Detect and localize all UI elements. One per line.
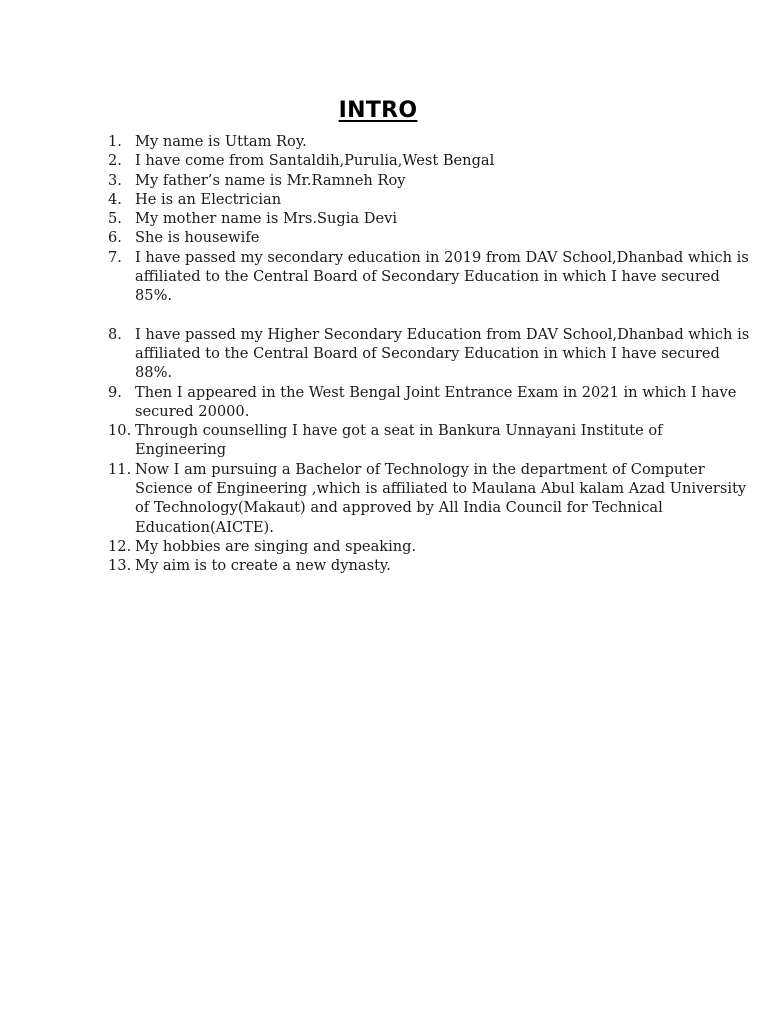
list-item-text: My father’s name is Mr.Ramneh Roy <box>135 171 406 189</box>
list-item-text: My name is Uttam Roy. <box>135 133 307 150</box>
list-item-number: 10. <box>108 422 132 440</box>
list-item-text: I have passed my secondary education in 2019 from DAV School,Dhanbad which is affiliated to the Central Board of Secondary Education in which I have secured 85%. <box>135 248 749 305</box>
list-item <box>0 151 750 170</box>
list-item-number: 6. <box>108 229 122 247</box>
list-item-number: 2. <box>108 152 122 170</box>
list-item <box>0 556 750 575</box>
list-item <box>0 190 750 209</box>
list-item-text: She is housewife <box>135 229 260 247</box>
list-item-number: 1. <box>108 133 122 150</box>
page-title <box>0 96 756 126</box>
list-item-text: Now I am pursuing a Bachelor of Technology in the department of Computer Science of Engineering ,which is affiliated to Maulana Abul kalam Azad University of Technology(Makaut) and approved by All India Council for Technical Education(AICTE). <box>135 460 747 536</box>
list-item-number: 4. <box>108 190 122 208</box>
list-item-text: I have passed my Higher Secondary Education from DAV School,Dhanbad which is affiliated to the Central Board of Secondary Education in which I have secured 88%. <box>135 325 750 382</box>
list-item-number: 11. <box>108 460 132 478</box>
list-item-text: My hobbies are singing and speaking. <box>135 537 417 555</box>
list-item <box>0 132 750 151</box>
list-item <box>0 228 750 247</box>
list-item-number: 13. <box>108 557 132 575</box>
list-item-text: My aim is to create a new dynasty. <box>135 557 391 575</box>
list-item-text: I have come from Santaldih,Purulia,West Bengal <box>135 152 495 170</box>
list-item <box>0 248 750 306</box>
list-item-number: 7. <box>108 248 122 266</box>
list-item-number: 5. <box>108 210 122 228</box>
list-item <box>0 460 750 537</box>
intro-list <box>0 132 768 576</box>
list-item-text: Then I appeared in the West Bengal Joint Entrance Exam in 2021 in which I have secured 20000. <box>135 383 737 420</box>
list-item-text: My mother name is Mrs.Sugia Devi <box>135 210 398 228</box>
list-item-number: 9. <box>108 383 122 401</box>
list-item-text: He is an Electrician <box>135 190 282 208</box>
list-item-text: Through counselling I have got a seat in Bankura Unnayani Institute of Engineering <box>135 422 663 459</box>
list-item <box>0 171 750 190</box>
list-item-number: 3. <box>108 171 122 189</box>
list-item-number: 8. <box>108 325 122 343</box>
page-title-text: INTRO <box>338 98 418 123</box>
list-item-number: 12. <box>108 537 132 555</box>
list-item <box>0 383 750 422</box>
list-item <box>0 209 750 228</box>
list-item <box>0 537 750 556</box>
list-item <box>0 325 750 383</box>
list-item <box>0 421 750 460</box>
